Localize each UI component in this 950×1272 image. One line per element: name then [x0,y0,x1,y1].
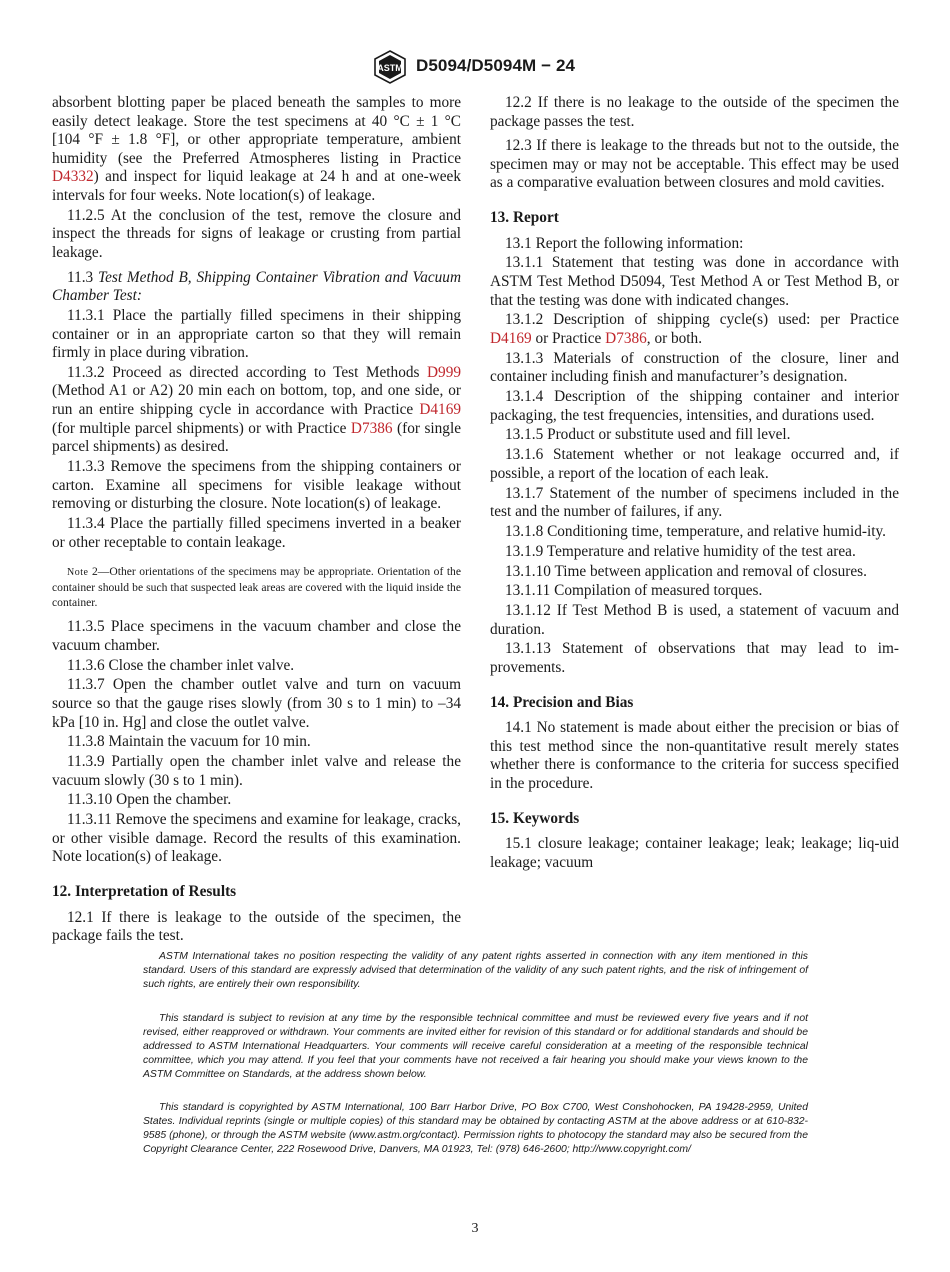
paragraph-13-1-2: 13.1.2 Description of shipping cycle(s) used: per Practice D4169 or Practice D7386, or both. [490,311,899,347]
paragraph-12-2: 12.2 If there is no leakage to the outside of the specimen the package passes the test. [490,94,899,130]
paragraph-13-1-11: 13.1.11 Compilation of measured torques. [505,582,763,600]
paragraph-11-3-4: 11.3.4 Place the partially filled specimens inverted in a beaker or other receptable to contain leakage. [52,515,461,551]
paragraph-11-3-8: 11.3.8 Maintain the vacuum for 10 min. [67,733,311,751]
standard-designation: D5094/D5094M − 24 [416,56,576,75]
paragraph-11-3-9: 11.3.9 Partially open the chamber inlet valve and release the vacuum slowly (30 s to 1 min). [52,753,461,789]
paragraph-11-2-5: 11.2.5 At the conclusion of the test, remove the closure and inspect the threads for signs of leakage or crusting from partial leakage. [52,206,461,261]
page-header [0,50,950,86]
link-d4169[interactable]: D4169 [419,401,461,419]
paragraph-13-1-4: 13.1.4 Description of the shipping container and interior packaging, the test frequencies, intensities, and durations used. [490,388,899,424]
paragraph-13-1-1: 13.1.1 Statement that testing was done in accordance with ASTM Test Method D5094, Test Method A or Test Method B, or that the testing was done with indicated changes. [490,254,899,309]
paragraph-13-1-10: 13.1.10 Time between application and removal of closures. [505,562,867,580]
link-d4332[interactable]: D4332 [52,168,94,186]
paragraph-11-3: 11.3 Test Method B, Shipping Container Vibration and Vacuum Chamber Test: [52,268,461,305]
footer-patent-notice: ASTM International takes no position respecting the validity of any patent rights asserted in connection with any item mentioned in this standard. Users of this standard are expressly advised that determination of the validity of any such patent rights, and the risk of infringement of such rights, are entirely their own responsibility. [143,951,808,990]
section-14-heading: 14. Precision and Bias [490,693,634,711]
note-label: Note [67,567,89,579]
paragraph-11-3-5: 11.3.5 Place specimens in the vacuum chamber and close the vacuum chamber. [52,618,461,654]
link-d7386[interactable]: D7386 [350,419,393,437]
section-13-heading: 13. Report [490,208,559,226]
paragraph-11-3-2: 11.3.2 Proceed as directed according to Test Methods D999 (Method A1 or A2) 20 min each on bottom, top, and one side, or run an entire shipping cycle in accordance with Practice D4169 (for multiple parcel shipments) or with Practice D7386 (for single parcel shipments) as desired. [52,363,461,456]
paragraph-13-1-3: 13.1.3 Materials of construction of the closure, liner and container including finish and manufacturer’s designation. [490,349,899,386]
paragraph-13-1-12: 13.1.12 If Test Method B is used, a statement of vacuum and duration. [490,602,899,638]
right-column [490,94,899,874]
footer-revision-notice: This standard is subject to revision at any time by the responsible technical committee and must be reviewed every five years and if not revised, either reapproved or withdrawn. Your comments are invited either for revision of this standard or for additional standards and should be addressed to ASTM International Headquarters. Your comments will receive careful consideration at a meeting of the responsible technical committee, which you may attend. If you feel that your comments have not received a fair hearing you should make your views known to the ASTM Committee on Standards, at the address shown below. [143,1013,808,1080]
paragraph-15-1: 15.1 closure leakage; container leakage; leak; leakage; liq-uid leakage; vacuum [490,835,899,871]
logo-text: ASTM [377,63,403,73]
section-15-heading: 15. Keywords [490,809,580,827]
paragraph-11-3-6: 11.3.6 Close the chamber inlet valve. [67,656,295,674]
paragraph-11-3-11: 11.3.11 Remove the specimens and examine for leakage, cracks, or other visible damage. Record the results of this examination. Note location(s) of leakage. [52,811,461,866]
link-d4169[interactable]: D4169 [490,329,532,347]
paragraph-11-3-1: 11.3.1 Place the partially filled specimens in their shipping container or in an appropriate carton so that they will remain firmly in place during vibration. [52,306,461,362]
paragraph-13-1-13: 13.1.13 Statement of observations that may lead to im-provements. [490,640,899,677]
link-d999[interactable]: D999 [427,363,461,381]
paragraph-11-3-10: 11.3.10 Open the chamber. [67,791,232,809]
paragraph-12-3: 12.3 If there is leakage to the threads but not to the outside, the specimen may or may not be acceptable. This effect may be used as a comparative evaluation between closures and mold cavities. [490,137,899,192]
paragraph-13-1-5: 13.1.5 Product or substitute used and fill level. [505,426,791,444]
paragraph-13-1-7: 13.1.7 Statement of the number of specimens included in the test and the number of failures, if any. [490,484,899,521]
paragraph-11-3-7: 11.3.7 Open the chamber outlet valve and turn on vacuum source so that the gauge rises slowly (from 30 s to 1 min) to –34 kPa [10 in. Hg] and close the outlet valve. [52,676,461,731]
paragraph-13-1-6: 13.1.6 Statement whether or not leakage occurred and, if possible, a report of the location of each leak. [490,446,899,482]
paragraph-13-1-9: 13.1.9 Temperature and relative humidity of the test area. [505,542,856,560]
paragraph-11-2-4-cont: absorbent blotting paper be placed beneath the samples to more easily detect leakage. Store the test specimens at 40 °C ± 1 °C [104 °F ± 1.8 °F], or other appropriate temperature, ambient humidity (see the Preferred Atmospheres listing in Practice D4332) and inspect for liquid leakage at 24 h and at one-week intervals for four weeks. Note location(s) of leakage. [52,94,461,204]
test-method-b-title: Test Method B, Shipping Container Vibration and Vacuum Chamber Test: [52,268,461,305]
link-d7386[interactable]: D7386 [605,329,647,347]
page-number: 3 [471,1221,479,1236]
paragraph-14-1: 14.1 No statement is made about either the precision or bias of this test method since the non-quantitative result merely states whether there is conformance to the criteria for success specified in the procedure. [490,719,899,793]
astm-logo [372,50,408,84]
paragraph-11-3-3: 11.3.3 Remove the specimens from the shipping containers or carton. Examine all specimens for visible leakage without removing or disturbing the closure. Note location(s) of leakage. [52,458,461,513]
left-column [52,94,461,947]
footer-copyright-notice: This standard is copyrighted by ASTM International, 100 Barr Harbor Drive, PO Box C700, West Conshohocken, PA 19428-2959, United States. Individual reprints (single or multiple copies) of this standard may be obtained by contacting ASTM at the above address or at 610-832-9585 (phone), or through the ASTM website (www.astm.org/contact). Permission rights to photocopy the standard may also be secured from the Copyright Clearance Center, 222 Rosewood Drive, Danvers, MA 01923, Tel: (978) 646-2600; http://www.copyright.com/ [143,1102,808,1155]
note-2: Note 2—Other orientations of the specimens may be appropriate. Orientation of the container should be such that suspected leak areas are covered with the liquid inside the container. [52,565,461,610]
paragraph-13-1: 13.1 Report the following information: [505,234,744,252]
section-12-heading: 12. Interpretation of Results [52,883,237,901]
paragraph-13-1-8: 13.1.8 Conditioning time, temperature, and relative humid-ity. [505,522,886,540]
paragraph-12-1: 12.1 If there is leakage to the outside of the specimen, the package fails the test. [52,908,461,945]
